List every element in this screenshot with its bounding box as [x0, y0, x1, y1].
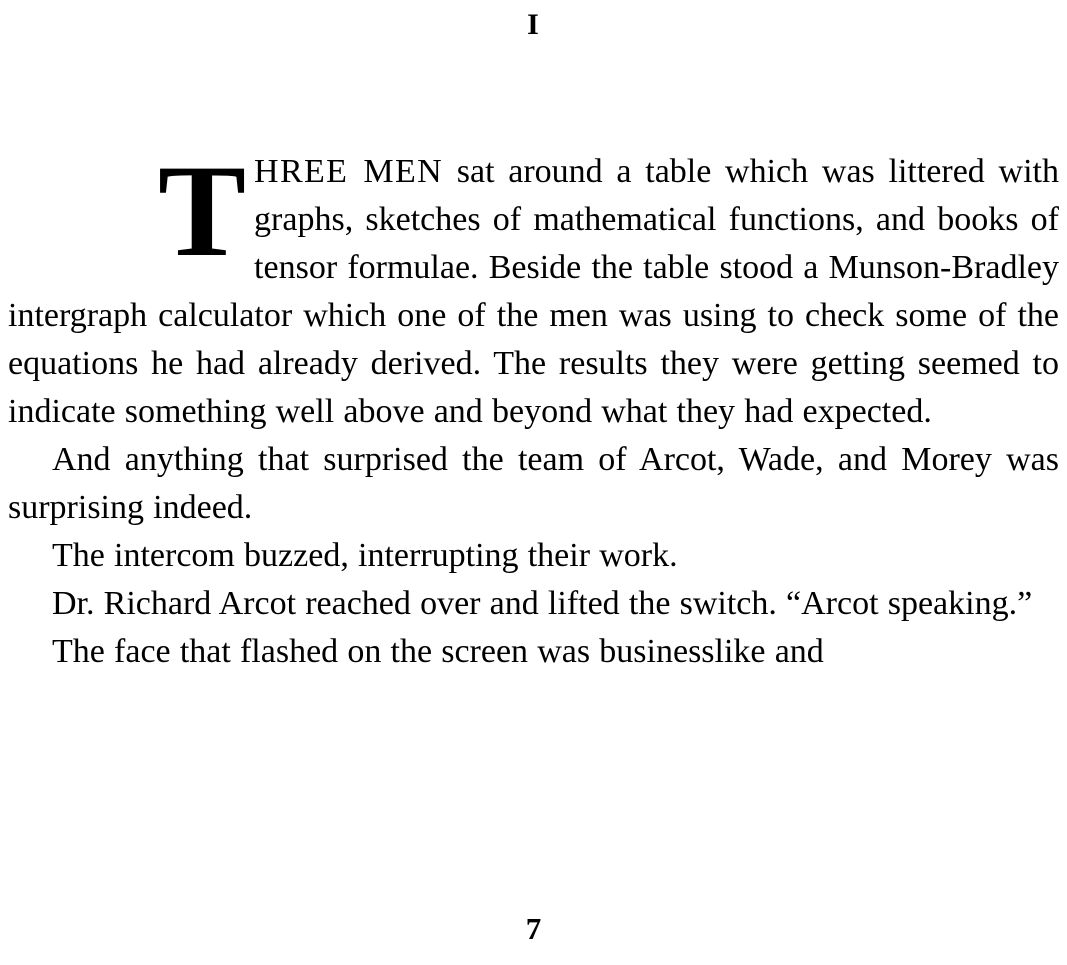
paragraph-text: sat around a table which was littered with graphs, sketches of mathematical functions, and books of tensor formulae. Beside the table stood a Munson-Bradley intergraph calculator which one of the men was using to check some of the equations he had already derived. The results they were getting seemed to indicate something well above and beyond what they had expected. [8, 153, 1059, 430]
paragraph-2: And anything that surprised the team of Arcot, Wade, and Morey was surprising indeed. [8, 441, 1059, 526]
drop-cap: T [158, 137, 245, 284]
paragraph-5: The face that flashed on the screen was businesslike and [52, 633, 824, 670]
body-text-block [8, 137, 1059, 676]
chapter-number: I [527, 8, 540, 41]
paragraph-4: Dr. Richard Arcot reached over and lifted the switch. “Arcot speaking.” [52, 585, 1033, 622]
page-number: 7 [525, 911, 542, 946]
paragraph-3: The intercom buzzed, interrupting their work. [52, 537, 678, 574]
paragraph-opening [8, 137, 1059, 436]
opening-small-caps: HREE MEN [254, 153, 443, 190]
